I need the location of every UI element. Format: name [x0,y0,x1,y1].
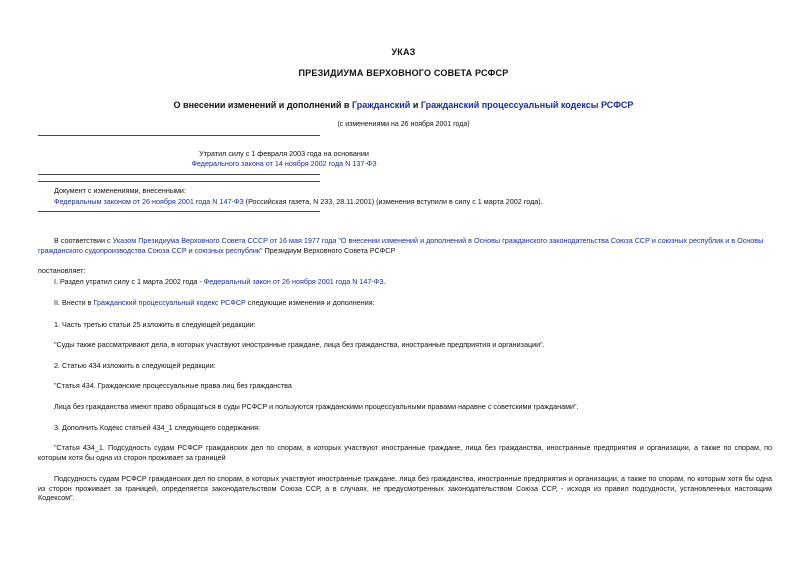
divider [38,174,320,175]
subject-text-pre: О внесении изменений и дополнений в [173,100,352,110]
article-434-1-title: "Статья 434_1. Подсудность судам РСФСР гражданских дел по спорам, в которых участвуют иностранные граждане, лица без гражданства, иностранные предприятия и организации, а также по спорам, по которым хотя бы одна из сторон проживает за границей [38,443,772,462]
section-2-text-pre: II. Внести в [54,298,94,307]
civil-procedure-code-link[interactable]: Гражданский процессуальный кодексы РСФСР [420,100,634,110]
divider [38,181,320,182]
section-2-text-post: следующие изменения и дополнения: [245,298,375,307]
civil-code-link[interactable]: Гражданский [351,100,411,110]
divider [38,211,320,212]
lost-force-note: Утратил силу с 1 февраля 2003 года на основании [199,149,369,158]
amendment-date-note: (с изменениями на 26 ноября 2001 года) [337,121,470,128]
document-type-title: УКАЗ [391,47,416,57]
issuing-body-title: ПРЕЗИДИУМА ВЕРХОВНОГО СОВЕТА РСФСР [298,68,509,78]
repealing-law-link[interactable]: Федерального закона от 14 ноября 2002 года N 137-ФЗ [191,159,377,168]
decrees-word: постановляет: [38,266,86,275]
section-1-end: . [383,277,386,286]
changes-doc-line [54,197,774,207]
quote-article-25: "Суды также рассматривают дела, в которых участвуют иностранные граждане, лица без гражданства, иностранные предприятия и организации". [54,340,545,349]
section-1-law-link[interactable]: Федеральный закон от 26 ноября 2001 года N 147-ФЗ [203,277,384,286]
section-1-text: I. Раздел утратил силу с 1 марта 2002 года - [54,277,204,286]
amending-law-link[interactable]: Федеральным законом от 26 ноября 2001 года N 147-ФЗ [54,197,244,206]
section-1 [54,277,772,287]
ussr-decree-link[interactable]: Указом Президиума Верховного Совета СССР от 16 мая 1977 года "О внесении изменений и дополнений в Основы гражданского законодательства Союза ССР и союзных республик и в Основы гражданского судопроизводства Союза ССР и союзных республик" [38,236,764,255]
changes-doc-label: Документ с изменениями, внесенными: [54,186,186,195]
divider [38,135,320,136]
article-434-1-text: Подсудность судам РСФСР гражданских дел по спорам, в которых участвуют иностранные граждане, лица без гражданства, иностранные предприятия и организации, а также по спорам, по которым хотя бы одна из сторон проживает за границей, определяется законодательством Союза ССР, а в случаях, не предусмотренных законодательством Союза ССР, - исходя из правил подсудности, установленных настоящим Кодексом". [38,474,772,503]
intro-paragraph [38,236,772,255]
civil-procedure-code-link-2[interactable]: Гражданский процессуальный кодекс РСФСР [93,298,246,307]
intro-text-pre: В соответствии с [54,236,113,245]
document-subject-title [0,100,807,110]
item-3: 3. Дополнить Кодекс статьей 434_1 следующего содержания: [54,423,261,432]
changes-doc-rest: (Российская газета, N 233, 28.11.2001) (изменения вступили в силу с 1 марта 2002 года). [243,197,543,206]
article-434-text: Лица без гражданства имеют право обращаться в суды РСФСР и пользуются гражданскими процессуальными правами наравне с советскими гражданами". [54,402,579,411]
section-2 [54,298,772,308]
subject-text-mid: и [410,100,421,110]
intro-text-post: Президиум Верховного Совета РСФСР [262,245,396,255]
item-1: 1. Часть третью статьи 25 изложить в следующей редакции: [54,320,256,329]
article-434-title: "Статья 434. Гражданские процессуальные права лиц без гражданства [54,381,292,390]
item-2: 2. Статью 434 изложить в следующей редакции: [54,361,216,370]
